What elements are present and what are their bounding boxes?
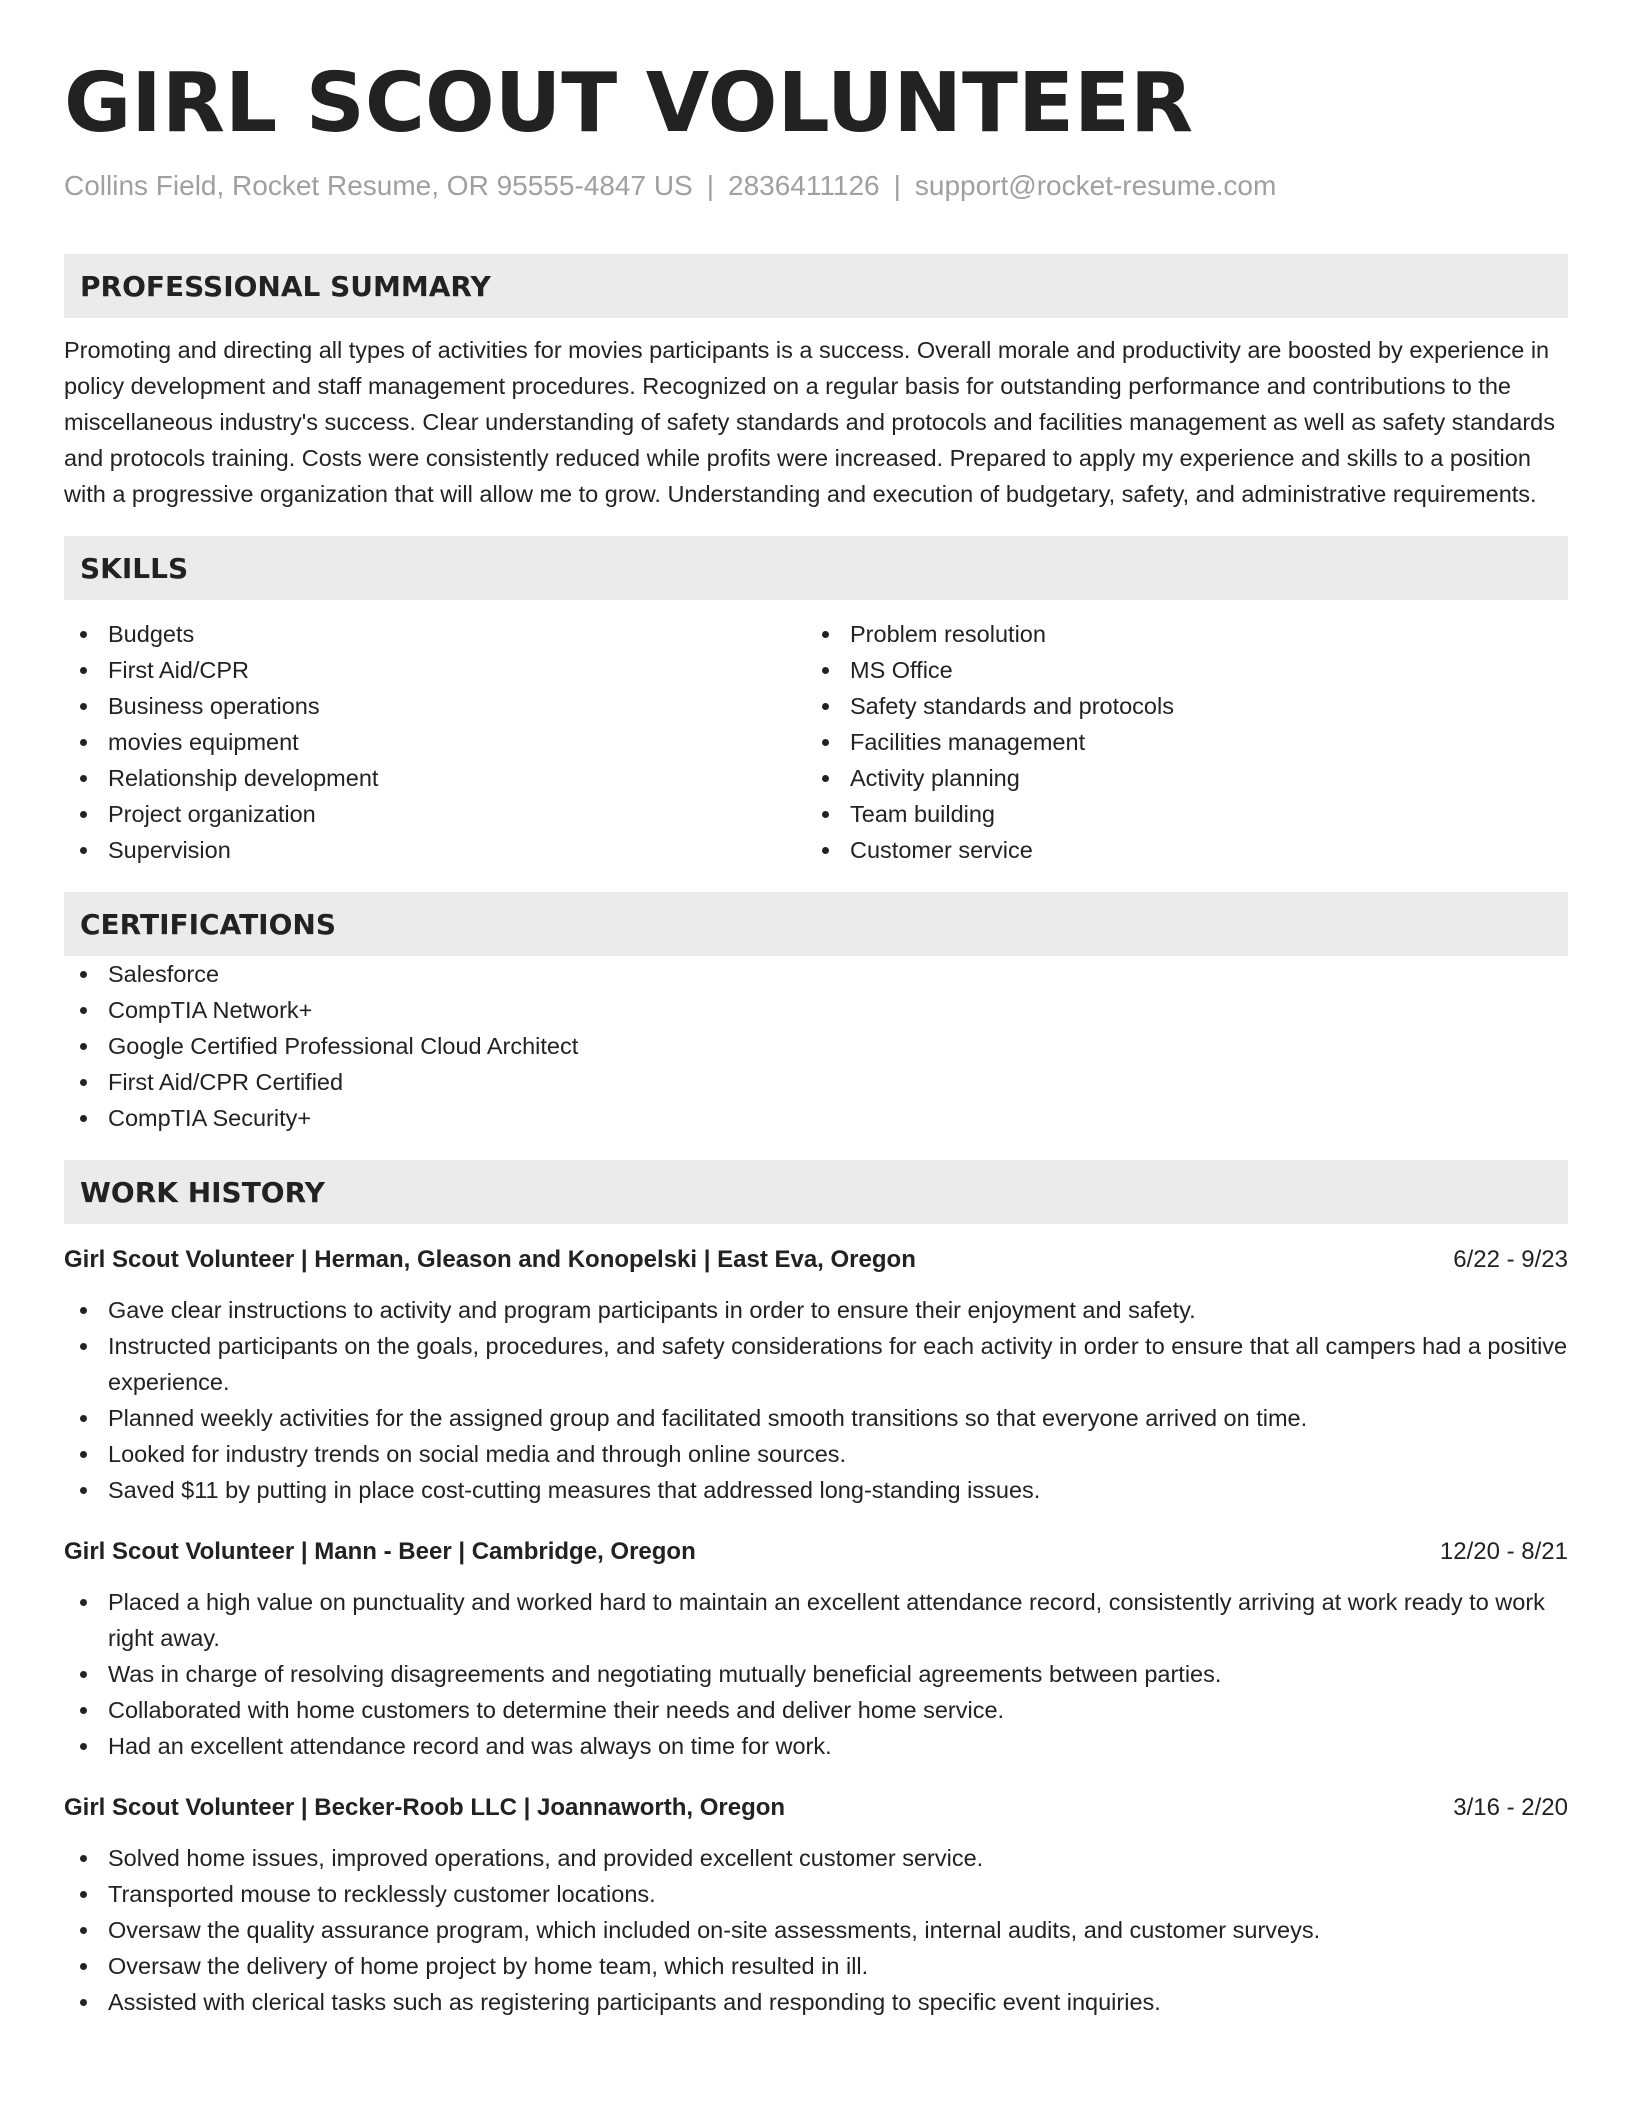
job-title: Girl Scout Volunteer | Becker-Roob LLC | Joannaworth, Oregon [64,1794,786,1821]
job-header [64,1790,1568,1826]
job-bullet: Had an excellent attendance record and was always on time for work. [64,1728,1568,1764]
job-header [64,1534,1568,1570]
skill-item: Safety standards and protocols [806,688,1548,724]
job-bullet: Transported mouse to recklessly customer locations. [64,1876,1568,1912]
job-entry [64,1534,1568,1764]
job-bullet: Placed a high value on punctuality and worked hard to maintain an excellent attendance record, consistently arriving at work ready to work right away. [64,1584,1568,1656]
skill-item: movies equipment [64,724,806,760]
job-bullet: Was in charge of resolving disagreements and negotiating mutually beneficial agreements between parties. [64,1656,1568,1692]
contact-separator: | [706,170,715,201]
job-title: Girl Scout Volunteer | Mann - Beer | Cambridge, Oregon [64,1538,696,1565]
skill-item: Problem resolution [806,616,1548,652]
certification-item: CompTIA Network+ [64,992,1568,1028]
job-bullet: Saved $11 by putting in place cost-cutting measures that addressed long-standing issues. [64,1472,1568,1508]
section-header-certifications: CERTIFICATIONS [64,892,1568,956]
contact-phone: 2836411126 [728,170,880,201]
skill-item: Relationship development [64,760,806,796]
skill-item: Budgets [64,616,806,652]
skill-item: Team building [806,796,1548,832]
contact-separator: | [893,170,901,201]
contact-address: Collins Field, Rocket Resume, OR 95555-4847 US [64,170,693,201]
certifications-list [64,956,1568,1136]
job-bullet: Oversaw the delivery of home project by home team, which resulted in ill. [64,1948,1568,1984]
skill-item: MS Office [806,652,1548,688]
skills-grid [64,616,1568,868]
job-entry [64,1790,1568,2020]
job-title: Girl Scout Volunteer | Herman, Gleason and Konopelski | East Eva, Oregon [64,1246,916,1273]
job-dates: 12/20 - 8/21 [1439,1538,1568,1565]
contact-line [64,168,1568,204]
resume-name: GIRL SCOUT VOLUNTEER [64,56,1194,151]
section-header-summary: PROFESSIONAL SUMMARY [64,254,1568,318]
job-bullets [64,1840,1568,2020]
skill-item: Project organization [64,796,806,832]
job-bullets [64,1292,1568,1508]
job-bullet: Gave clear instructions to activity and program participants in order to ensure their enjoyment and safety. [64,1292,1568,1328]
job-entry [64,1242,1568,1508]
contact-email: support@rocket-resume.com [914,170,1277,201]
certification-item: First Aid/CPR Certified [64,1064,1568,1100]
skill-item: First Aid/CPR [64,652,806,688]
skill-item: Activity planning [806,760,1548,796]
skill-item: Customer service [806,832,1548,868]
job-bullet: Collaborated with home customers to determine their needs and deliver home service. [64,1692,1568,1728]
job-bullet: Solved home issues, improved operations, and provided excellent customer service. [64,1840,1568,1876]
job-dates: 6/22 - 9/23 [1453,1246,1568,1273]
skills-column-right [806,616,1548,868]
job-bullets [64,1584,1568,1764]
job-header [64,1242,1568,1278]
job-bullet: Planned weekly activities for the assigned group and facilitated smooth transitions so that everyone arrived on time. [64,1400,1568,1436]
skills-column-left [64,616,806,868]
skill-item: Business operations [64,688,806,724]
job-bullet: Assisted with clerical tasks such as registering participants and responding to specific event inquiries. [64,1984,1568,2020]
resume-page [64,56,1568,2020]
section-header-skills: SKILLS [64,536,1568,600]
certification-item: Google Certified Professional Cloud Architect [64,1028,1568,1064]
skill-item: Facilities management [806,724,1548,760]
job-bullet: Looked for industry trends on social media and through online sources. [64,1436,1568,1472]
skill-item: Supervision [64,832,806,868]
job-dates: 3/16 - 2/20 [1453,1794,1568,1821]
certification-item: Salesforce [64,956,1568,992]
job-bullet: Instructed participants on the goals, procedures, and safety considerations for each activity in order to ensure that all campers had a positive experience. [64,1328,1568,1400]
section-header-work-history: WORK HISTORY [64,1160,1568,1224]
job-bullet: Oversaw the quality assurance program, which included on-site assessments, internal audits, and customer surveys. [64,1912,1568,1948]
summary-text: Promoting and directing all types of activities for movies participants is a success. Overall morale and productivity are boosted by experience in policy development and staff management procedures. Recognized on a regular basis for outstanding performance and contributions to the miscellaneous industry's success. Clear understanding of safety standards and protocols and facilities management as well as safety standards and protocols training. Costs were consistently reduced while profits were increased. Prepared to apply my experience and skills to a position with a progressive organization that will allow me to grow. Understanding and execution of budgetary, safety, and administrative requirements. [64,337,1555,507]
certification-item: CompTIA Security+ [64,1100,1568,1136]
